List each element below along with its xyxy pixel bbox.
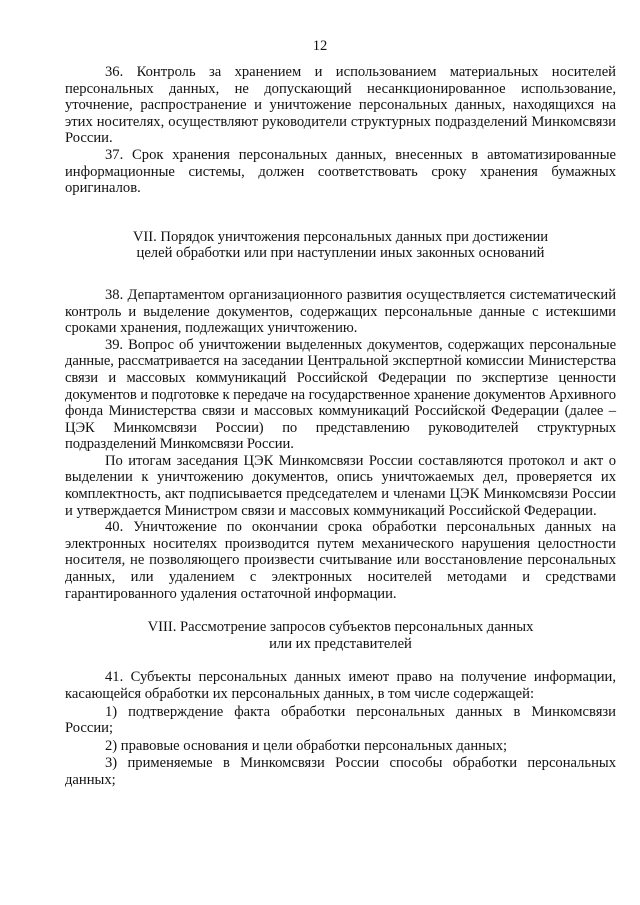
paragraph-40: 40. Уничтожение по окончании срока обработки персональных данных на электронных носителях производится путем механического нарушения целостности носителя, не позволяющего произвести считывание или восстановление персональных данных, или удалением с электронных носителей методами и средствами гарантированного удаления остаточной информации. [65,519,616,602]
page-number: 12 [312,38,328,54]
list-item-2: 2) правовые основания и цели обработки персональных данных; [105,737,508,754]
section-heading-7-line-2: целей обработки или при наступлении иных законных оснований [136,245,545,262]
paragraph-36: 36. Контроль за хранением и использованием материальных носителей персональных данных, не допускающий несанкционированное использование, уточнение, распространение и уничтожение персональных данных, находящихся на этих носителях, осуществляют руководители структурных подразделений Минкомсвязи России. [65,64,616,147]
section-heading-7-line-1: VII. Порядок уничтожения персональных данных при достижении [132,228,549,245]
list-item-1: 1) подтверждение факта обработки персональных данных в Минкомсвязи России; [65,703,616,737]
list-item-3: 3) применяемые в Минкомсвязи России способы обработки персональных данных; [65,755,616,788]
document-body [65,64,616,789]
paragraph-37: 37. Срок хранения персональных данных, внесенных в автоматизированные информационные системы, должен соответствовать сроку хранения бумажных оригиналов. [65,146,616,197]
section-heading-8-line-1: VIII. Рассмотрение запросов субъектов персональных данных [147,619,534,636]
section-heading-8-line-2: или их представителей [269,635,412,652]
paragraph-41: 41. Субъекты персональных данных имеют право на получение информации, касающейся обработки их персональных данных, в том числе содержащей: [65,669,616,702]
paragraph-39: 39. Вопрос об уничтожении выделенных документов, содержащих персональные данные, рассматривается на заседании Центральной экспертной комиссии Министерства связи и массовых коммуникаций Российской Федерации по экспертизе ценности документов и подготовке к передаче на государственное хранение документов Архивного фонда Министерства связи и массовых коммуникаций Российской Федерации (далее – ЦЭК Минкомсвязи России) по представлению руководителей структурных подразделений Минкомсвязи России. [65,336,616,453]
paragraph-38: 38. Департаментом организационного развития осуществляется систематический контроль и выделение документов, содержащих персональные данные с истекшими сроками хранения, подлежащих уничтожению. [65,286,616,337]
paragraph-39-continuation: По итогам заседания ЦЭК Минкомсвязи России составляются протокол и акт о выделении к уничтожению документов, опись уничтожаемых дел, проверяется их комплектность, акт подписывается председателем и членами ЦЭК Минкомсвязи России и утверждается Министром связи и массовых коммуникаций Российской Федерации. [65,452,616,519]
